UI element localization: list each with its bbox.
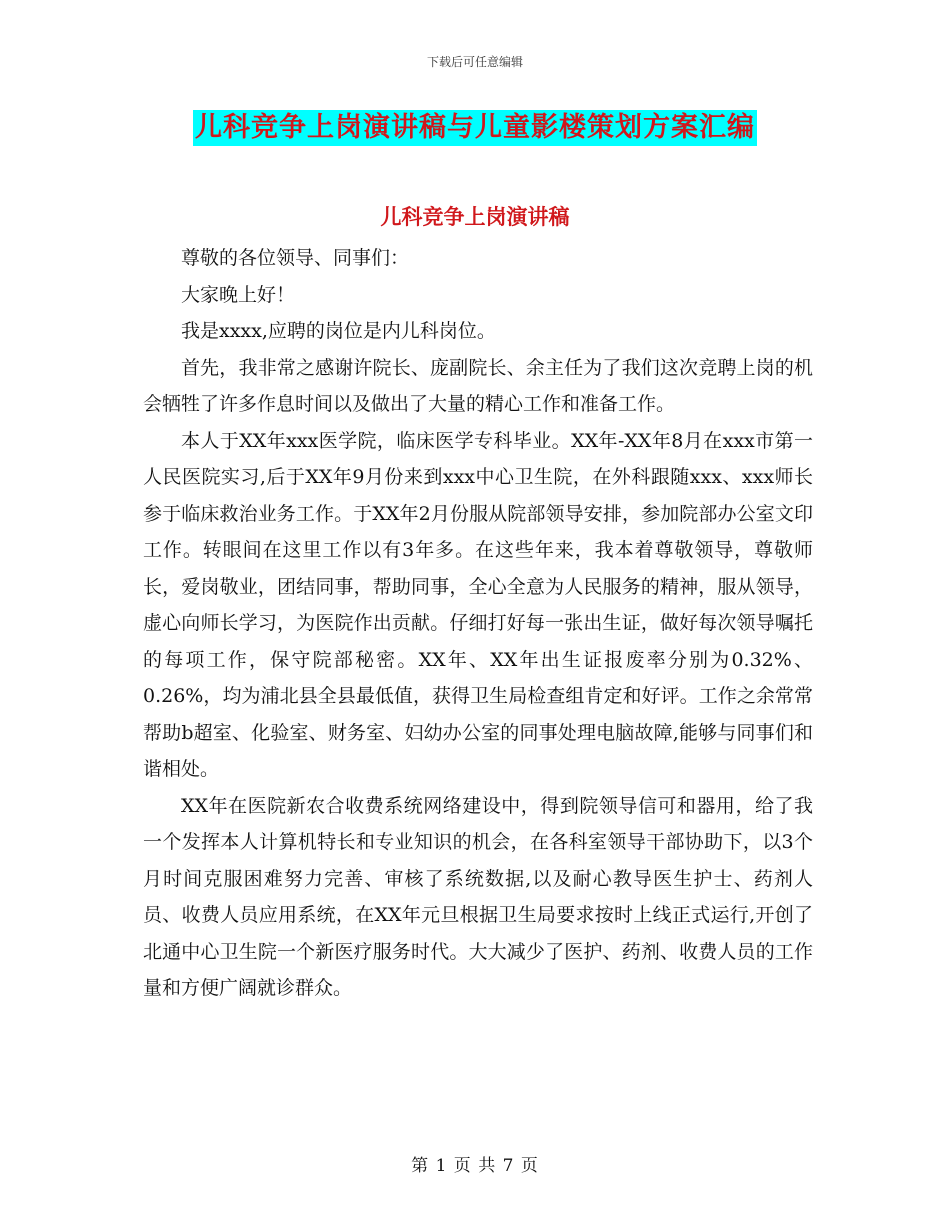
- section-title: 儿科竞争上岗演讲稿: [380, 205, 570, 229]
- paragraph-background: 本人于XX年xxx医学院，临床医学专科毕业。XX年-XX年8月在xxx市第一人民医院实习,后于XX年9月份来到xxx中心卫生院，在外科跟随xxx、xxx师长参于临床救治业务工作。于XX年2月份服从院部领导安排，参加院部办公室文印工作。转眼间在这里工作以有3年多。在这些年来，我本着尊敬领导，尊敬师长，爱岗敬业，团结同事，帮助同事，全心全意为人民服务的精神，服从领导，虚心向师长学习，为医院作出贡献。仔细打好每一张出生证，做好每次领导嘱托的每项工作，保守院部秘密。XX年、XX年出生证报废率分别为0.32%、0.26%，均为浦北县全县最低值，获得卫生局检查组肯定和好评。工作之余常常帮助b超室、化验室、财务室、妇幼办公室的同事处理电脑故障,能够与同事们和谐相处。: [143, 429, 813, 780]
- paragraph-introduction: 我是xxxx,应聘的岗位是内儿科岗位。: [181, 320, 496, 342]
- document-title: 儿科竞争上岗演讲稿与儿童影楼策划方案汇编: [193, 110, 757, 146]
- paragraph-salutation: 尊敬的各位领导、同事们：: [181, 247, 410, 269]
- paragraph-greeting: 大家晚上好！: [181, 283, 296, 306]
- document-body: [143, 220, 813, 1007]
- page-footer-pager: 第 1 页 共 7 页: [411, 1156, 539, 1176]
- paragraph-achievements: XX年在医院新农合收费系统网络建设中，得到院领导信可和器用，给了我一个发挥本人计算机特长和专业知识的机会，在各科室领导干部协助下，以3个月时间克服困难努力完善、审核了系统数据,以及耐心教导医生护士、药剂人员、收费人员应用系统，在XX年元旦根据卫生局要求按时上线正式运行,开创了北通中心卫生院一个新医疗服务时代。大大减少了医护、药剂、收费人员的工作量和方便广阔就诊群众。: [143, 794, 813, 999]
- page-header-note: 下载后可任意编辑: [426, 55, 523, 69]
- document-title-container: [0, 110, 950, 146]
- paragraph-thanks: 首先，我非常之感谢许院长、庞副院长、余主任为了我们这次竞聘上岗的机会牺牲了许多作息时间以及做出了大量的精心工作和准备工作。: [143, 356, 813, 415]
